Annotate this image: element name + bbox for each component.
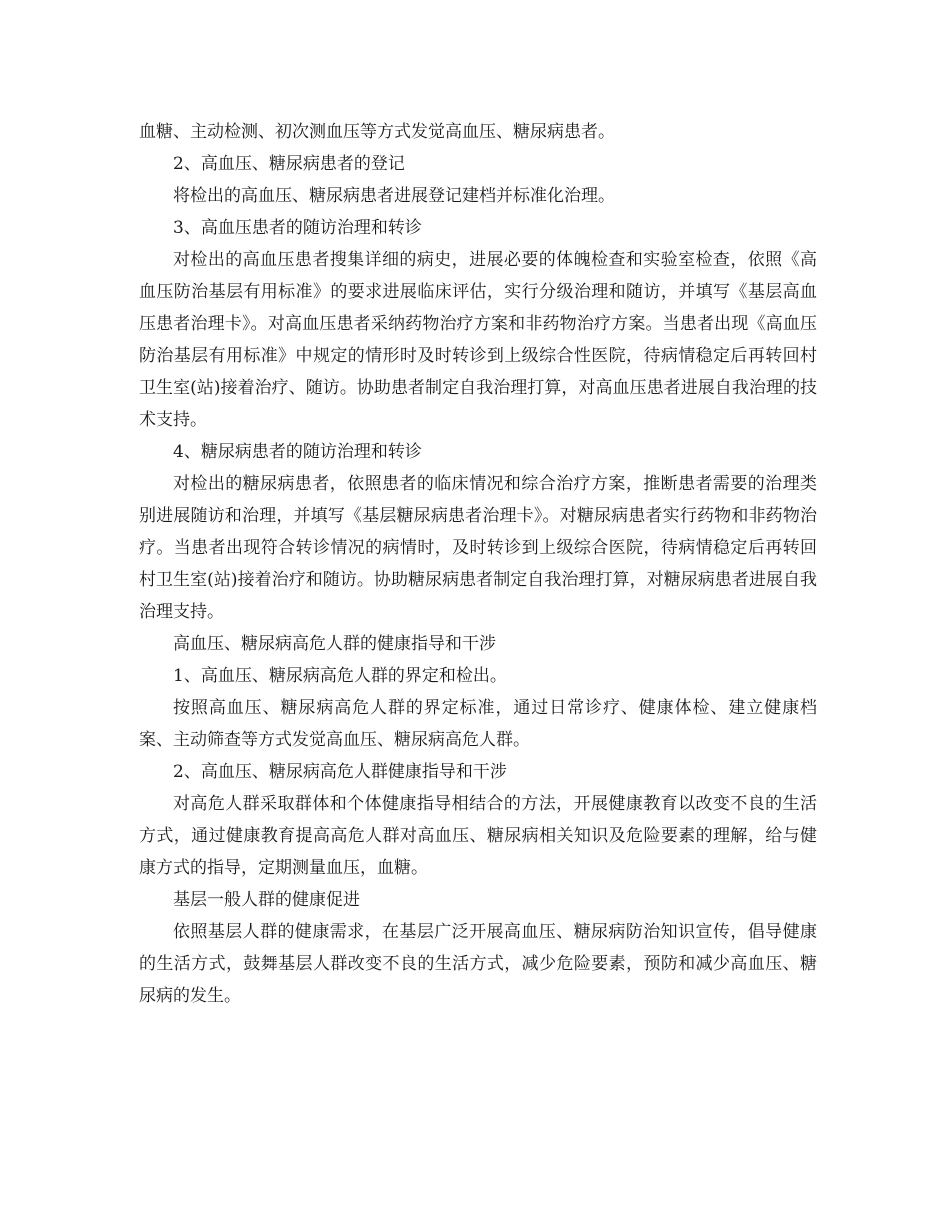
paragraph-high-risk-definition: 按照高血压、糖尿病高危人群的界定标准，通过日常诊疗、健康体检、建立健康档案、主动筛查等方式发觉高血压、糖尿病高危人群。 bbox=[139, 698, 817, 750]
heading-high-risk-guidance: 高血压、糖尿病高危人群的健康指导和干涉 bbox=[173, 634, 496, 654]
paragraph-hypertension-followup: 对检出的高血压患者搜集详细的病史，进展必要的体魄检查和实验室检查，依照《高血压防治基层有用标准》的要求进展临床评估，实行分级治理和随访，并填写《基层高血压患者治理卡》。对高血压患者采纳药物治疗方案和非药物治疗方案。当患者出现《高血压防治基层有用标准》中规定的情形时及时转诊到上级综合性医院，待病情稳定后再转回村卫生室(站)接着治疗、随访。协助患者制定自我治理打算，对高血压患者进展自我治理的技术支持。 bbox=[139, 250, 817, 430]
heading-high-risk-definition: 1、高血压、糖尿病高危人群的界定和检出。 bbox=[173, 666, 507, 686]
paragraph-registration: 将检出的高血压、糖尿病患者进展登记建档并标准化治理。 bbox=[173, 186, 615, 206]
paragraph-high-risk-intervention: 对高危人群采取群体和个体健康指导相结合的方法，开展健康教育以改变不良的生活方式，通过健康教育提高高危人群对高血压、糖尿病相关知识及危险要素的理解，给与健康方式的指导，定期测量血压，血糖。 bbox=[139, 794, 817, 878]
heading-general-health-promotion: 基层一般人群的健康促进 bbox=[173, 890, 360, 910]
paragraph-diabetes-followup: 对检出的糖尿病患者，依照患者的临床情况和综合治疗方案，推断患者需要的治理类别进展随访和治理，并填写《基层糖尿病患者治理卡》。对糖尿病患者实行药物和非药物治疗。当患者出现符合转诊情况的病情时，及时转诊到上级综合医院，待病情稳定后再转回村卫生室(站)接着治疗和随访。协助糖尿病患者制定自我治理打算，对糖尿病患者进展自我治理支持。 bbox=[139, 474, 817, 622]
paragraph-continuation: 血糖、主动检测、初次测血压等方式发觉高血压、糖尿病患者。 bbox=[139, 122, 615, 142]
heading-diabetes-followup: 4、糖尿病患者的随访治理和转诊 bbox=[173, 442, 422, 462]
heading-registration: 2、高血压、糖尿病患者的登记 bbox=[173, 154, 405, 174]
paragraph-general-health-promotion: 依照基层人群的健康需求，在基层广泛开展高血压、糖尿病防治知识宣传，倡导健康的生活方式，鼓舞基层人群改变不良的生活方式，减少危险要素，预防和减少高血压、糖尿病的发生。 bbox=[139, 922, 817, 1006]
document-body bbox=[139, 116, 817, 1012]
heading-hypertension-followup: 3、高血压患者的随访治理和转诊 bbox=[173, 218, 422, 238]
heading-high-risk-intervention: 2、高血压、糖尿病高危人群健康指导和干涉 bbox=[173, 762, 507, 782]
